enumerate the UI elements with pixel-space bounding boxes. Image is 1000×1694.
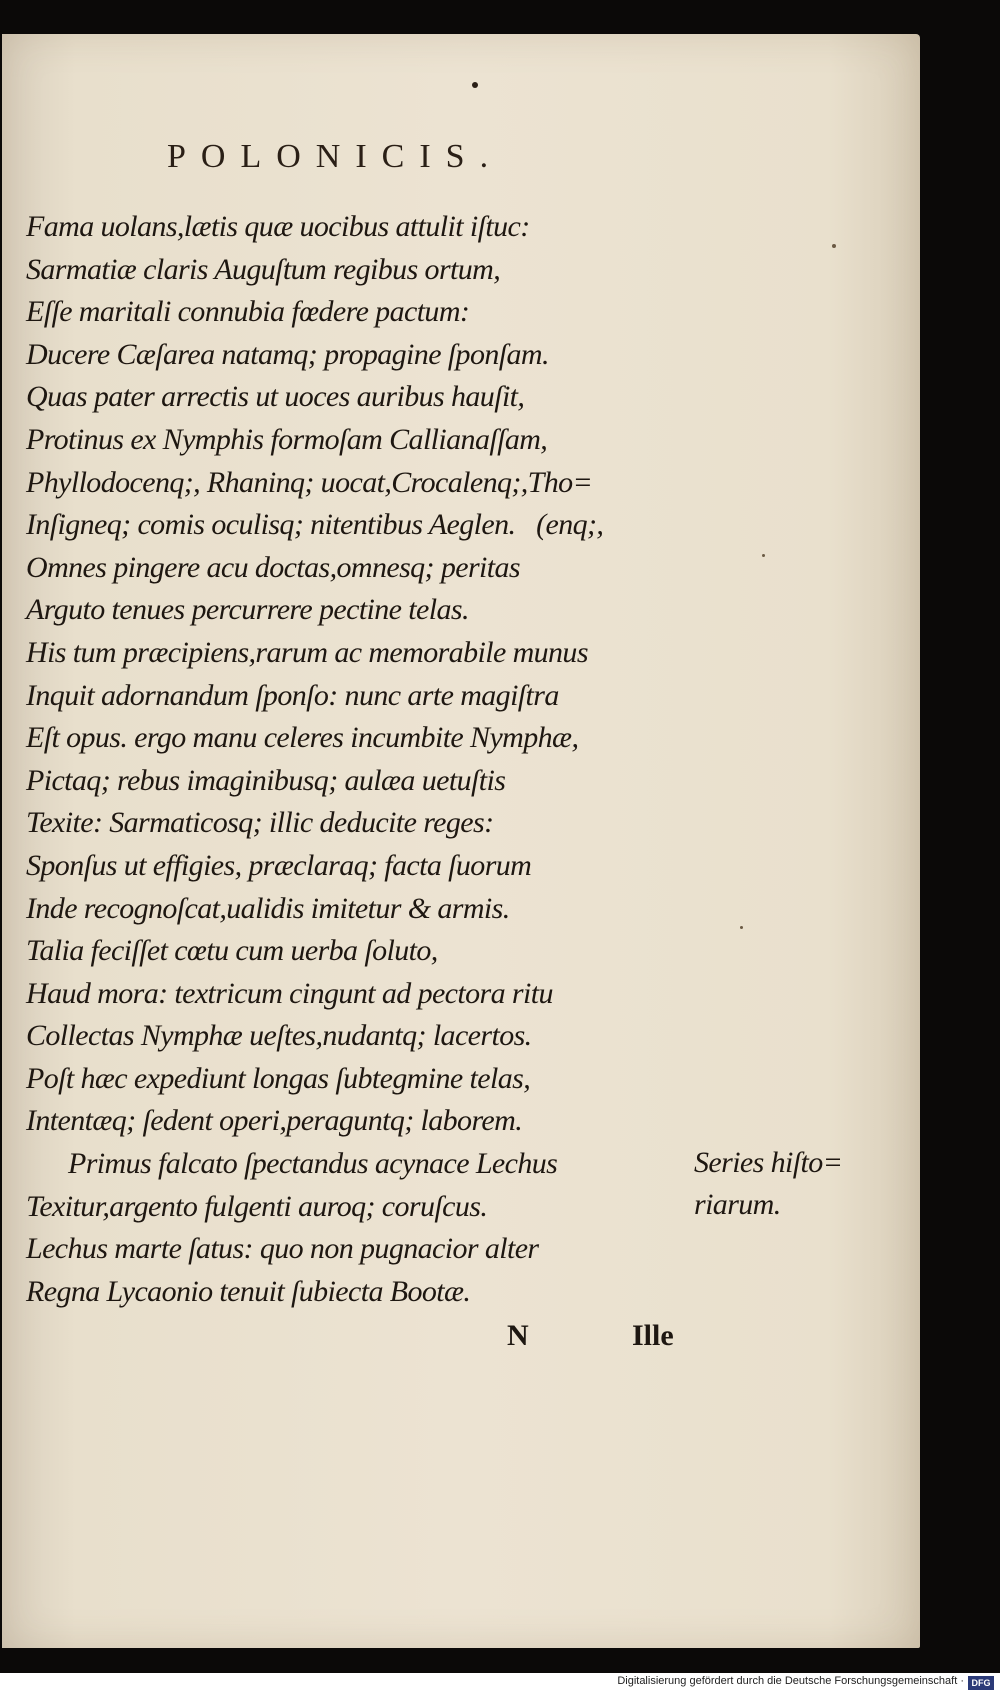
verse-line: Regna Lycaonio tenuit ſubiecta Bootæ. — [26, 1274, 471, 1308]
verse-line: Phyllodocenq;, Rhaninq; uocat,Crocalenq;,Tho= — [26, 465, 593, 499]
signature-mark: N — [507, 1319, 529, 1352]
paper-speck — [832, 244, 836, 248]
verse-line: Texite: Sarmaticosq; illic deducite reges: — [26, 806, 494, 840]
marginal-note — [694, 1142, 864, 1226]
verse-line: Primus falcato ſpectandus acynace Lechus — [68, 1147, 558, 1181]
digitization-credit: Digitalisierung gefördert durch die Deutsche Forschungsgemeinschaft · — [617, 1675, 964, 1687]
book-page — [2, 34, 920, 1648]
verse-line: Omnes pingere acu doctas,omnesq; peritas — [26, 550, 520, 584]
verse-line: Pictaq; rebus imaginibusq; aulæa uetuſtis — [26, 763, 506, 797]
verse-line: Haud mora: textricum cingunt ad pectora ritu — [26, 976, 553, 1010]
dfg-logo: DFG — [968, 1676, 994, 1690]
marginal-note-line: riarum. — [694, 1188, 781, 1221]
verse-line: Ducere Cæſarea natamq; propagine ſponſam. — [26, 337, 549, 371]
verse-line: Arguto tenues percurrere pectine telas. — [26, 593, 469, 627]
verse-line: Talia feciſſet cœtu cum uerba ſoluto, — [26, 934, 438, 968]
verse-line: Texitur,argento fulgenti auroq; coruſcus. — [26, 1189, 488, 1223]
paper-speck — [740, 926, 743, 929]
verse-line: Lechus marte ſatus: quo non pugnacior alter — [26, 1232, 539, 1266]
verse-line: Intentæq; ſedent operi,peraguntq; laborem. — [26, 1104, 523, 1138]
verse-line: Inde recognoſcat,ualidis imitetur & armis. — [26, 891, 510, 925]
verse-line: Inquit adornandum ſponſo: nunc arte magiſtra — [26, 678, 559, 712]
running-head: POLONICIS. — [167, 138, 504, 175]
verse-line: Inſigneq; comis oculisq; nitentibus Aeglen. (enq;, — [26, 508, 604, 542]
ink-dot — [472, 82, 478, 88]
footer-bar — [0, 1673, 1000, 1694]
verse-line: Fama uolans,lætis quæ uocibus attulit iſtuc: — [26, 210, 530, 243]
catchword: Ille — [632, 1319, 674, 1352]
verse-line: Sponſus ut effigies, præclaraq; facta ſuorum — [26, 848, 532, 882]
verse-block — [26, 206, 686, 1313]
verse-line: Poſt hæc expediunt longas ſubtegmine telas, — [26, 1061, 531, 1095]
marginal-note-line: Series hiſto= — [694, 1146, 843, 1179]
verse-line: Collectas Nymphæ ueſtes,nudantq; lacertos. — [26, 1019, 532, 1053]
verse-line: His tum præcipiens,rarum ac memorabile munus — [26, 635, 588, 669]
verse-line: Eſt opus. ergo manu celeres incumbite Nymphæ, — [26, 721, 579, 755]
verse-line: Quas pater arrectis ut uoces auribus hauſit, — [26, 380, 525, 414]
verse-line: Sarmatiæ claris Auguſtum regibus ortum, — [26, 252, 501, 286]
verse-line: Protinus ex Nymphis formoſam Callianaſſam, — [26, 422, 548, 456]
verse-line: Eſſe maritali connubia fœdere pactum: — [26, 295, 470, 329]
paper-speck — [762, 554, 765, 557]
